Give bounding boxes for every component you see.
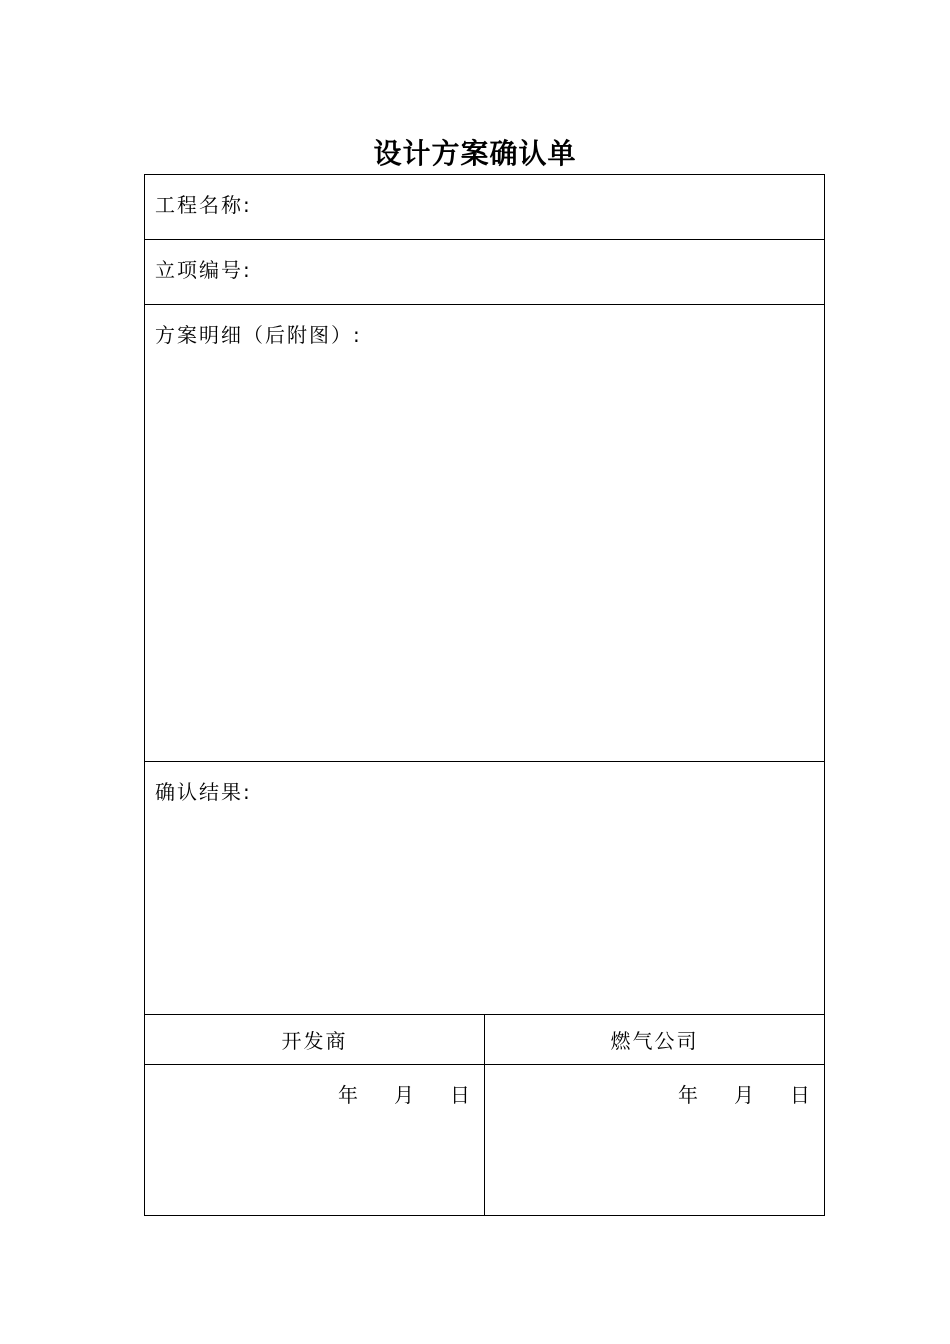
gas-company-date-year: 年 bbox=[678, 1083, 700, 1107]
project-name-label: 工程名称: bbox=[155, 193, 252, 217]
developer-signature-cell[interactable] bbox=[145, 1065, 485, 1216]
confirm-result-cell[interactable] bbox=[145, 762, 825, 1015]
project-code-cell[interactable] bbox=[145, 240, 825, 305]
developer-date-day: 日 bbox=[450, 1083, 472, 1107]
gas-company-date-day: 日 bbox=[790, 1083, 812, 1107]
confirmation-form-table bbox=[144, 174, 825, 1216]
confirm-result-row bbox=[145, 762, 825, 1015]
developer-date-month: 月 bbox=[394, 1083, 416, 1107]
party-header-row bbox=[145, 1015, 825, 1065]
developer-date-year: 年 bbox=[338, 1083, 360, 1107]
gas-company-date-line bbox=[485, 1065, 824, 1108]
plan-detail-label: 方案明细（后附图）: bbox=[155, 323, 362, 347]
gas-company-date-month: 月 bbox=[734, 1083, 756, 1107]
project-code-row bbox=[145, 240, 825, 305]
project-name-row bbox=[145, 175, 825, 240]
developer-date-line bbox=[145, 1065, 484, 1108]
plan-detail-cell[interactable] bbox=[145, 305, 825, 762]
confirm-result-label: 确认结果: bbox=[155, 780, 252, 804]
developer-header: 开发商 bbox=[145, 1015, 485, 1065]
project-name-cell[interactable] bbox=[145, 175, 825, 240]
project-code-label: 立项编号: bbox=[155, 258, 252, 282]
gas-company-signature-cell[interactable] bbox=[485, 1065, 825, 1216]
plan-detail-row bbox=[145, 305, 825, 762]
signature-date-row bbox=[145, 1065, 825, 1216]
document-title: 设计方案确认单 bbox=[373, 137, 577, 170]
gas-company-header: 燃气公司 bbox=[485, 1015, 825, 1065]
